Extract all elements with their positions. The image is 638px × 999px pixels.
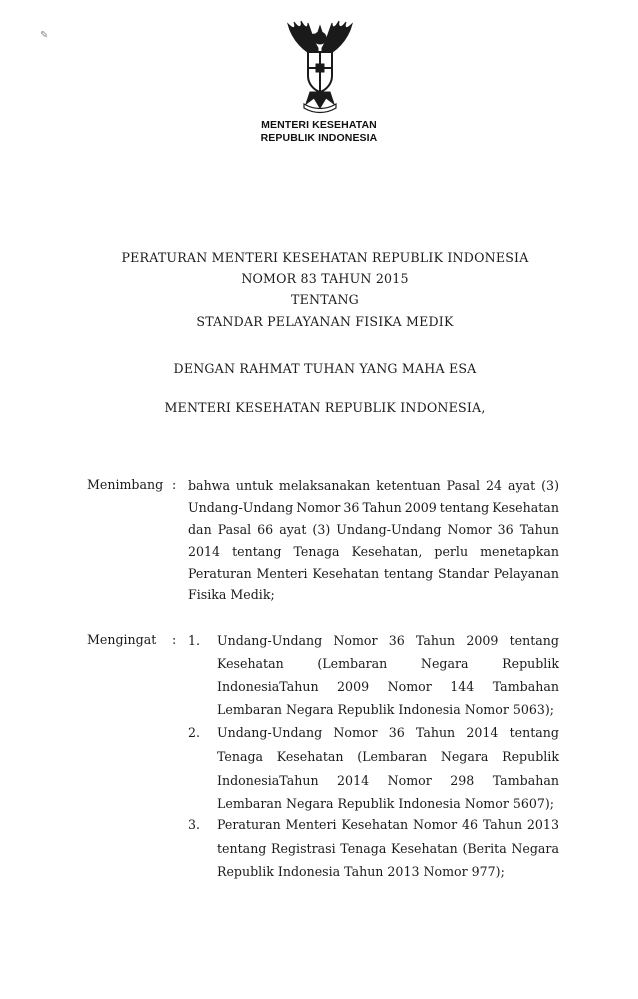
word: Negara — [440, 749, 489, 764]
word: Negara — [511, 841, 559, 856]
word: Tahun — [362, 500, 402, 515]
word: Pelayanan — [493, 566, 559, 581]
word: Kesehatan — [276, 749, 344, 764]
invocation: DENGAN RAHMAT TUHAN YANG MAHA ESA — [173, 361, 477, 376]
word: Menteri — [285, 817, 337, 832]
word: Kesehatan — [341, 817, 409, 832]
word: Tambahan — [492, 679, 559, 694]
word: (3) — [541, 478, 559, 493]
word: Tenaga — [293, 544, 340, 559]
word: Pasal — [217, 522, 252, 537]
word: 2009 — [337, 679, 370, 694]
menimbang-colon: : — [172, 477, 177, 492]
mengingat-item-number: 1. — [188, 633, 201, 648]
garuda-emblem-icon — [274, 18, 366, 114]
word: untuk — [235, 478, 273, 493]
word: Pasal — [446, 478, 481, 493]
word: 36 — [343, 500, 360, 515]
menimbang-line — [188, 500, 559, 515]
word: Republik — [502, 749, 559, 764]
word: Nomor — [387, 773, 432, 788]
word: Kesehatan — [391, 841, 458, 856]
word: Undang-Undang — [217, 633, 323, 648]
mengingat-item-line — [217, 725, 559, 740]
word: Nomor — [412, 817, 458, 832]
mengingat-item-line — [217, 679, 559, 694]
word: 36 — [388, 725, 405, 740]
word: perlu — [434, 544, 469, 559]
word: Republik — [502, 656, 559, 671]
word: (Lembaran — [317, 656, 388, 671]
menimbang-line — [188, 522, 559, 537]
word: 36 — [388, 633, 405, 648]
word: tentang — [383, 566, 434, 581]
word: Tahun — [415, 725, 456, 740]
word: (Lembaran — [357, 749, 428, 764]
word: Kesehatan — [312, 566, 380, 581]
regulation-subject: STANDAR PELAYANAN FISIKA MEDIK — [196, 314, 454, 329]
word: tentang — [509, 633, 559, 648]
menimbang-line: Fisika Medik; — [188, 587, 275, 602]
word: (3) — [312, 522, 331, 537]
word: Negara — [420, 656, 469, 671]
mengingat-item-line — [217, 749, 559, 764]
word: melaksanakan — [278, 478, 371, 493]
word: (Berita — [462, 841, 507, 856]
word: ayat — [508, 478, 536, 493]
word: 144 — [450, 679, 475, 694]
word: Peraturan — [217, 817, 281, 832]
mengingat-item-line — [217, 633, 559, 648]
word: bahwa — [188, 478, 230, 493]
word: Tambahan — [492, 773, 559, 788]
mengingat-item-number: 2. — [188, 725, 201, 740]
word: Tenaga — [217, 749, 264, 764]
word: Registrasi — [271, 841, 336, 856]
word: Kesehatan — [217, 656, 284, 671]
word: Standar — [438, 566, 489, 581]
word: tentang — [439, 500, 490, 515]
word: IndonesiaTahun — [217, 679, 319, 694]
word: 2009 — [466, 633, 499, 648]
issuer-name-line2: REPUBLIK INDONESIA — [260, 132, 378, 144]
word: 2014 — [337, 773, 370, 788]
regulation-about: TENTANG — [291, 292, 359, 307]
word: 2014 — [466, 725, 499, 740]
word: 2014 — [188, 544, 221, 559]
mengingat-item-line — [217, 841, 559, 856]
word: Nomor — [296, 500, 341, 515]
word: Kesehatan — [492, 500, 559, 515]
word: Nomor — [333, 633, 378, 648]
word: Undang-Undang — [188, 500, 294, 515]
menimbang-line — [188, 478, 559, 493]
word: Undang-Undang — [217, 725, 323, 740]
word: 46 — [461, 817, 478, 832]
word: 2009 — [404, 500, 437, 515]
word: IndonesiaTahun — [217, 773, 319, 788]
word: Menteri — [256, 566, 308, 581]
mengingat-item-line — [217, 656, 559, 671]
menimbang-label: Menimbang — [87, 477, 164, 492]
regulation-title: PERATURAN MENTERI KESEHATAN REPUBLIK INDONESIA — [121, 250, 529, 265]
regulation-number: NOMOR 83 TAHUN 2015 — [241, 271, 409, 286]
scan-speck: ✎ — [40, 30, 49, 41]
word: Nomor — [447, 522, 492, 537]
word: 298 — [450, 773, 475, 788]
mengingat-item-line: Lembaran Negara Republik Indonesia Nomor 5063); — [217, 702, 555, 717]
word: 2013 — [526, 817, 559, 832]
menimbang-line — [188, 544, 559, 559]
word: Kesehatan, — [351, 544, 423, 559]
word: tentang — [232, 544, 282, 559]
word: ketentuan — [376, 478, 441, 493]
word: 66 — [257, 522, 274, 537]
word: Tahun — [482, 817, 523, 832]
mengingat-item-number: 3. — [188, 817, 201, 832]
word: Undang-Undang — [336, 522, 442, 537]
mengingat-item-line: Republik Indonesia Tahun 2013 Nomor 977); — [217, 864, 505, 879]
word: Tenaga — [340, 841, 387, 856]
word: ayat — [279, 522, 307, 537]
word: dan — [188, 522, 212, 537]
mengingat-item-line: Lembaran Negara Republik Indonesia Nomor 5607); — [217, 796, 555, 811]
mengingat-item-line — [217, 817, 559, 832]
word: menetapkan — [480, 544, 559, 559]
word: 24 — [486, 478, 503, 493]
word: tentang — [509, 725, 559, 740]
word: Tahun — [519, 522, 559, 537]
mengingat-item-line — [217, 773, 559, 788]
mengingat-label: Mengingat — [87, 632, 157, 647]
word: Peraturan — [188, 566, 252, 581]
word: Nomor — [387, 679, 432, 694]
menimbang-line — [188, 566, 559, 581]
word: Nomor — [333, 725, 378, 740]
issuer-name-line1: MENTERI KESEHATAN — [261, 119, 377, 131]
word: tentang — [217, 841, 267, 856]
mengingat-colon: : — [172, 632, 177, 647]
enacting-authority: MENTERI KESEHATAN REPUBLIK INDONESIA, — [164, 400, 486, 415]
word: Tahun — [415, 633, 456, 648]
word: 36 — [497, 522, 514, 537]
